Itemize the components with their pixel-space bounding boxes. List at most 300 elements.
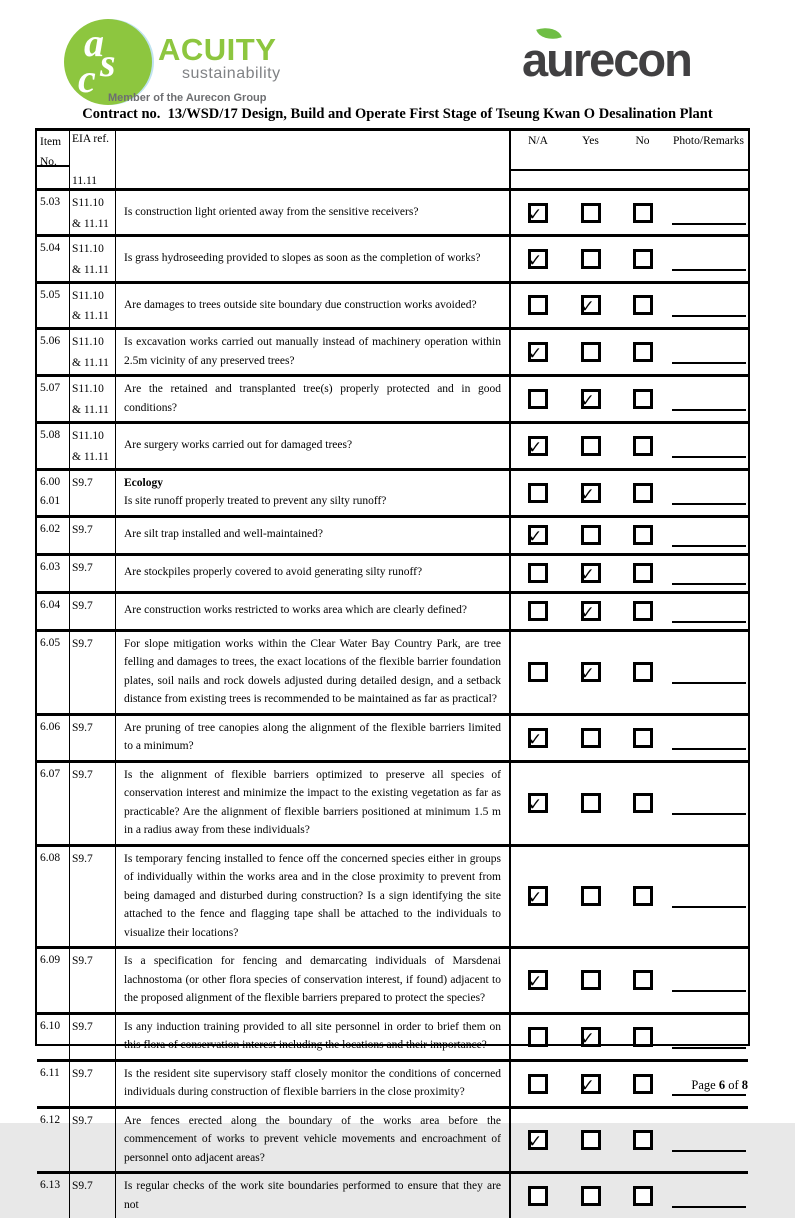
yes-checkbox[interactable] — [581, 793, 601, 813]
remarks-slot — [669, 968, 748, 992]
item-no-secondary: 6.01 — [40, 495, 61, 508]
yes-checkbox[interactable] — [581, 1130, 601, 1150]
item-no: 6.12 — [40, 1113, 61, 1126]
item-no: 5.03 — [40, 196, 61, 208]
no-checkbox[interactable] — [633, 793, 653, 813]
remarks-slot — [669, 387, 748, 411]
yes-slot — [565, 295, 616, 318]
check-icon: ✓ — [528, 527, 543, 547]
item-no: 6.05 — [40, 636, 61, 649]
item-no: 6.10 — [40, 1019, 61, 1032]
no-checkbox[interactable] — [633, 249, 653, 269]
item-no: 6.06 — [40, 720, 61, 733]
question-text: For slope mitigation works within the Clear Water Bay Country Park, are tree felling and damages to trees, the exact locations of the flexible barrier foundation plates, soil nails and rock dowels adjusted during detailed design, and a setback distance from existing trees is recommended to be maintained as far as practical? — [124, 637, 501, 705]
table-row — [37, 1062, 748, 1109]
acuity-mark-letter-c: c — [78, 56, 96, 101]
remarks-line[interactable] — [672, 990, 746, 992]
question-text: Is grass hydroseeding provided to slopes as soon as the completion of works? — [124, 252, 481, 265]
question-text: Is excavation works carried out manually instead of machinery operation within 2.5m vicinity of any preserved trees? — [124, 336, 501, 367]
answers-cell — [511, 1109, 748, 1172]
remarks-line[interactable] — [672, 906, 746, 908]
no-checkbox[interactable] — [633, 1130, 653, 1150]
yes-checkbox[interactable] — [581, 249, 601, 269]
item-no-cell — [37, 1174, 70, 1218]
question-text: Is the resident site supervisory staff closely monitor the conditions of concerned individuals during construction of flexible barriers in the close proximity? — [124, 1067, 501, 1098]
acuity-mark-letter-s: s — [100, 40, 116, 85]
yes-slot — [565, 436, 616, 456]
check-icon: ✓ — [580, 297, 595, 318]
remarks-slot — [669, 523, 748, 547]
remarks-line[interactable] — [672, 503, 746, 505]
no-slot — [616, 970, 669, 990]
question-cell — [116, 1174, 511, 1218]
item-no: 5.07 — [40, 382, 61, 395]
na-slot — [511, 1027, 565, 1047]
check-icon: ✓ — [580, 664, 595, 684]
no-slot — [616, 1027, 669, 1047]
remarks-line[interactable] — [672, 409, 746, 411]
no-checkbox[interactable] — [633, 295, 653, 315]
item-no-cell — [37, 594, 70, 629]
no-slot — [616, 1074, 669, 1094]
yes-slot — [565, 203, 616, 223]
no-checkbox[interactable] — [633, 563, 653, 583]
na-slot — [511, 728, 565, 748]
answers-cell — [511, 471, 748, 515]
na-checkbox[interactable] — [528, 662, 548, 682]
table-row — [37, 763, 748, 847]
remarks-slot — [669, 726, 748, 750]
question-cell — [116, 191, 511, 234]
table-row — [37, 330, 748, 377]
na-slot — [511, 662, 565, 682]
no-checkbox[interactable] — [633, 389, 653, 409]
question-cell — [116, 556, 511, 591]
yes-checkbox[interactable] — [581, 203, 601, 223]
remarks-line[interactable] — [672, 1150, 746, 1152]
item-no-cell — [37, 1015, 70, 1059]
item-no-header-cell — [37, 131, 70, 188]
check-icon: ✓ — [580, 1075, 595, 1096]
table-row — [37, 284, 748, 330]
eia-ref-cell: S9.7 — [70, 949, 116, 1012]
item-no-cell — [37, 424, 70, 467]
yes-slot — [565, 525, 616, 545]
yes-checkbox[interactable] — [581, 483, 601, 503]
yes-checkbox[interactable] — [580, 295, 601, 318]
table-row — [37, 594, 748, 632]
eia-ref-cell: S9.7 — [70, 1015, 116, 1059]
question-cell — [116, 237, 511, 280]
na-checkbox[interactable] — [528, 525, 548, 545]
na-slot — [511, 563, 565, 583]
no-checkbox[interactable] — [633, 601, 653, 621]
check-icon: ✓ — [528, 795, 543, 815]
na-slot — [511, 389, 565, 409]
table-row — [37, 191, 748, 237]
question-text: Is regular checks of the work site boundaries performed to ensure that they are not — [124, 1180, 501, 1211]
yes-slot — [565, 886, 616, 906]
yes-checkbox[interactable] — [581, 525, 601, 545]
yes-checkbox[interactable] — [581, 1186, 601, 1206]
question-text: Is construction light oriented away from the sensitive receivers? — [124, 205, 419, 218]
check-icon: ✓ — [580, 565, 595, 585]
na-checkbox[interactable] — [528, 728, 548, 748]
na-slot — [511, 793, 565, 813]
table-row — [37, 847, 748, 950]
remarks-slot — [669, 293, 748, 317]
yes-slot — [565, 662, 616, 682]
item-no-cell — [37, 847, 70, 947]
answers-cell — [511, 424, 748, 467]
question-text: Are stockpiles properly covered to avoid generating silty runoff? — [124, 566, 423, 579]
na-slot — [511, 970, 565, 993]
check-icon: ✓ — [528, 251, 543, 272]
yes-checkbox[interactable] — [581, 970, 601, 990]
eia-continuation-value: 11.11 — [72, 175, 98, 187]
yes-slot — [565, 728, 616, 748]
remarks-slot — [669, 1184, 748, 1208]
item-no: 6.02 — [40, 522, 61, 535]
eia-ref-cell: S9.7 — [70, 1174, 116, 1218]
remarks-slot — [669, 247, 748, 271]
yes-header-label: Yes — [582, 135, 599, 147]
no-slot — [616, 601, 669, 621]
yes-checkbox[interactable] — [581, 728, 601, 748]
yes-checkbox[interactable] — [581, 436, 601, 456]
yes-checkbox[interactable] — [581, 1027, 601, 1047]
eia-ref-cell: S9.7 — [70, 632, 116, 713]
acuity-tagline: Member of the Aurecon Group — [108, 92, 267, 104]
table-row — [37, 518, 748, 556]
page-total: 8 — [741, 1078, 748, 1092]
na-slot — [511, 436, 565, 456]
table-header-row — [37, 131, 748, 191]
na-checkbox[interactable] — [528, 342, 548, 365]
na-checkbox[interactable] — [528, 886, 548, 909]
item-no: 6.07 — [40, 767, 61, 780]
table-row — [37, 424, 748, 470]
remarks-line[interactable] — [672, 813, 746, 815]
na-checkbox[interactable] — [528, 436, 548, 456]
remarks-line[interactable] — [672, 269, 746, 271]
remarks-slot — [669, 1128, 748, 1152]
table-row — [37, 1015, 748, 1062]
document-title: Contract no. 13/WSD/17 Design, Build and Operate First Stage of Tseung Kwan O Desalination Plant — [82, 106, 713, 122]
item-no-cell — [37, 518, 70, 553]
na-checkbox[interactable] — [528, 1186, 548, 1206]
item-no-cell — [37, 632, 70, 713]
no-slot — [616, 249, 669, 269]
na-checkbox[interactable] — [528, 1074, 548, 1094]
yes-slot — [565, 563, 616, 583]
item-no-cell — [37, 556, 70, 591]
no-checkbox[interactable] — [633, 662, 653, 682]
remarks-slot — [669, 660, 748, 684]
answers-header-cell — [511, 131, 748, 188]
table-row — [37, 1109, 748, 1175]
question-text: Are the retained and transplanted tree(s) properly protected and in good conditions? — [124, 383, 501, 414]
answers-cell — [511, 1015, 748, 1059]
remarks-line[interactable] — [672, 621, 746, 623]
yes-slot — [565, 601, 616, 621]
remarks-line[interactable] — [672, 1094, 746, 1096]
question-cell — [116, 716, 511, 760]
item-no: 6.09 — [40, 954, 61, 966]
remarks-line[interactable] — [672, 682, 746, 684]
yes-slot — [565, 1027, 616, 1047]
na-slot — [511, 886, 565, 909]
check-icon: ✓ — [528, 344, 543, 365]
item-no: 5.04 — [40, 242, 61, 255]
remarks-slot — [669, 201, 748, 225]
question-header-cell — [116, 131, 511, 188]
remarks-line[interactable] — [672, 362, 746, 364]
yes-checkbox[interactable] — [581, 1074, 601, 1094]
answers-cell — [511, 594, 748, 629]
remarks-slot — [669, 561, 748, 585]
acuity-mark-letter-a: a — [84, 20, 104, 65]
acuity-logo — [58, 16, 308, 110]
yes-slot — [565, 793, 616, 813]
no-checkbox[interactable] — [633, 342, 653, 362]
remarks-slot — [669, 791, 748, 815]
answers-cell — [511, 191, 748, 234]
no-checkbox[interactable] — [633, 203, 653, 223]
answers-cell — [511, 847, 748, 947]
no-slot — [616, 436, 669, 456]
aurecon-wordmark: aurecon — [522, 33, 691, 86]
remarks-line[interactable] — [672, 223, 746, 225]
na-checkbox[interactable] — [528, 483, 548, 503]
eia-ref-cell: S9.7 — [70, 716, 116, 760]
remarks-line[interactable] — [672, 748, 746, 750]
no-slot — [616, 295, 669, 315]
eia-ref-cell: S11.10 & 11.11 — [70, 191, 116, 234]
remarks-line[interactable] — [672, 1047, 746, 1049]
item-no-cell — [37, 1062, 70, 1106]
na-checkbox[interactable] — [528, 389, 548, 409]
item-no: 6.04 — [40, 598, 61, 611]
no-checkbox[interactable] — [633, 1074, 653, 1094]
no-slot — [616, 1186, 669, 1206]
page-current: 6 — [718, 1078, 726, 1092]
table-row — [37, 471, 748, 518]
no-slot — [616, 342, 669, 362]
remarks-line[interactable] — [672, 456, 746, 458]
no-checkbox[interactable] — [633, 525, 653, 545]
question-text: Are pruning of tree canopies along the alignment of the flexible barriers limited to a minimum? — [124, 721, 501, 752]
remarks-slot — [669, 599, 748, 623]
item-no: 5.06 — [40, 335, 61, 348]
no-header-label: No — [635, 135, 650, 147]
check-icon: ✓ — [528, 437, 543, 458]
remarks-line[interactable] — [672, 315, 746, 317]
question-text: Is the alignment of flexible barriers optimized to preserve all species of conservation interest and minimize the impact to the existing vegetation as far as practicable? Are the alignment of flexible barriers positioned at minimum 1.5 m in a radius away from these individuals? — [124, 768, 501, 836]
table-row — [37, 716, 748, 763]
no-checkbox[interactable] — [633, 436, 653, 456]
question-text: Are construction works restricted to works area which are clearly defined? — [124, 604, 467, 617]
item-no-cell — [37, 471, 70, 515]
na-slot — [511, 295, 565, 315]
no-checkbox[interactable] — [633, 1027, 653, 1047]
question-cell — [116, 1109, 511, 1172]
yes-checkbox[interactable] — [581, 662, 601, 682]
yes-slot — [565, 483, 616, 503]
no-checkbox[interactable] — [633, 970, 653, 990]
check-icon: ✓ — [528, 972, 543, 993]
eia-ref-cell: S11.10 & 11.11 — [70, 424, 116, 467]
item-no-cell — [37, 191, 70, 234]
item-no-cell — [37, 377, 70, 421]
question-text: Are damages to trees outside site boundary due construction works avoided? — [124, 298, 477, 311]
item-no: 6.00 — [40, 475, 61, 488]
answers-cell — [511, 330, 748, 374]
na-slot — [511, 483, 565, 503]
eia-ref-cell: S11.10 & 11.11 — [70, 330, 116, 374]
item-no-cell — [37, 330, 70, 374]
answers-cell — [511, 949, 748, 1012]
na-checkbox[interactable] — [528, 601, 548, 621]
question-text: Are fences erected along the boundary of the works area before the commencement of works to prevent vehicle movements and encroachment of personnel onto adjacent areas? — [124, 1114, 501, 1164]
remarks-slot — [669, 340, 748, 364]
no-slot — [616, 793, 669, 813]
yes-checkbox[interactable] — [580, 389, 601, 412]
table-row — [37, 949, 748, 1015]
check-icon: ✓ — [528, 888, 543, 909]
eia-header-label: EIA ref. — [72, 133, 110, 145]
answers-cell — [511, 632, 748, 713]
eia-ref-cell: S11.10 & 11.11 — [70, 377, 116, 421]
item-no: 6.08 — [40, 851, 61, 864]
question-cell — [116, 763, 511, 844]
eia-ref-cell: S9.7 — [70, 1109, 116, 1172]
check-icon: ✓ — [580, 603, 595, 623]
remarks-slot — [669, 884, 748, 908]
no-checkbox[interactable] — [633, 483, 653, 503]
na-header-label: N/A — [528, 135, 548, 147]
aurecon-logo — [522, 26, 750, 92]
no-slot — [616, 886, 669, 906]
remarks-line[interactable] — [672, 583, 746, 585]
item-no-cell — [37, 284, 70, 327]
question-text: Is site runoff properly treated to prevent any silty runoff? — [124, 495, 387, 507]
yes-checkbox[interactable] — [581, 563, 601, 583]
item-no: 5.05 — [40, 288, 61, 301]
no-slot — [616, 728, 669, 748]
table-body — [37, 191, 748, 1218]
page-of-label: of — [728, 1078, 739, 1092]
na-slot — [511, 249, 565, 272]
na-checkbox[interactable] — [528, 249, 548, 272]
question-cell — [116, 594, 511, 629]
no-checkbox[interactable] — [633, 1186, 653, 1206]
na-checkbox[interactable] — [528, 203, 548, 223]
question-cell — [116, 424, 511, 467]
na-checkbox[interactable] — [528, 563, 548, 583]
item-no-cell — [37, 1109, 70, 1172]
question-text: Is any induction training provided to all site personnel in order to brief them on this flora of conservation interest including the locations and their importance? — [124, 1020, 501, 1051]
remarks-header-label: Photo/Remarks — [673, 135, 744, 147]
no-checkbox[interactable] — [633, 886, 653, 906]
section-heading: Ecology — [124, 476, 163, 489]
no-slot — [616, 483, 669, 503]
yes-slot — [565, 1074, 616, 1094]
eia-ref-cell: S9.7 — [70, 1062, 116, 1106]
table-row — [37, 556, 748, 594]
question-text: Is a specification for fencing and demarcating individuals of Marsdenai lachnostoma (or other flora species of conservation interest, if found) adjacent to the proposed alignment of the flexible barriers prepared to protect the species? — [124, 955, 501, 1004]
yes-slot — [565, 970, 616, 990]
check-icon: ✓ — [580, 484, 595, 505]
na-checkbox[interactable] — [528, 295, 548, 315]
remarks-slot — [669, 481, 748, 505]
remarks-slot — [669, 434, 748, 458]
table-row — [37, 1174, 748, 1218]
table-row — [37, 377, 748, 424]
check-icon: ✓ — [580, 391, 595, 412]
no-slot — [616, 389, 669, 409]
answers-cell — [511, 237, 748, 280]
question-cell — [116, 284, 511, 327]
yes-slot — [565, 342, 616, 362]
na-slot — [511, 342, 565, 365]
question-cell — [116, 949, 511, 1012]
answers-cell — [511, 377, 748, 421]
na-checkbox[interactable] — [528, 970, 548, 993]
question-text: Are surgery works carried out for damaged trees? — [124, 439, 353, 452]
item-no-cell — [37, 716, 70, 760]
answers-cell — [511, 518, 748, 553]
na-checkbox[interactable] — [528, 1027, 548, 1047]
eia-ref-cell: S9.7 — [70, 763, 116, 844]
question-text: Is temporary fencing installed to fence off the concerned species either in groups of individually within the works area and in the close proximity to prevent from being damaged and disturbed during construction? Is a sign identifying the site attached to the fence and flagging tape shall be attached to the individuals to visualize their locations? — [124, 852, 501, 939]
question-text: Are silt trap installed and well-maintained? — [124, 528, 323, 541]
no-checkbox[interactable] — [633, 728, 653, 748]
remarks-line[interactable] — [672, 545, 746, 547]
check-icon: ✓ — [580, 1028, 595, 1049]
na-slot — [511, 1186, 565, 1206]
na-checkbox[interactable] — [528, 793, 548, 813]
question-cell — [116, 518, 511, 553]
no-slot — [616, 525, 669, 545]
question-cell — [116, 1062, 511, 1106]
table-row — [37, 237, 748, 283]
yes-checkbox[interactable] — [581, 342, 601, 362]
yes-slot — [565, 1130, 616, 1150]
yes-slot — [565, 249, 616, 269]
page-label-prefix: Page — [691, 1078, 716, 1092]
remarks-line[interactable] — [672, 1206, 746, 1208]
na-slot — [511, 1074, 565, 1094]
answers-cell — [511, 556, 748, 591]
check-icon: ✓ — [528, 204, 543, 225]
item-no: 6.11 — [40, 1066, 60, 1079]
na-slot — [511, 601, 565, 621]
eia-ref-cell: S11.10 & 11.11 — [70, 237, 116, 280]
no-slot — [616, 563, 669, 583]
item-no: 5.08 — [40, 429, 61, 442]
question-cell — [116, 847, 511, 947]
no-slot — [616, 662, 669, 682]
na-slot — [511, 525, 565, 545]
item-no-cell — [37, 949, 70, 1012]
yes-checkbox[interactable] — [581, 601, 601, 621]
na-checkbox[interactable] — [528, 1130, 548, 1150]
yes-checkbox[interactable] — [581, 886, 601, 906]
eia-ref-cell: S9.7 — [70, 847, 116, 947]
acuity-wordmark: ACUITY — [158, 32, 277, 67]
question-cell — [116, 471, 511, 515]
